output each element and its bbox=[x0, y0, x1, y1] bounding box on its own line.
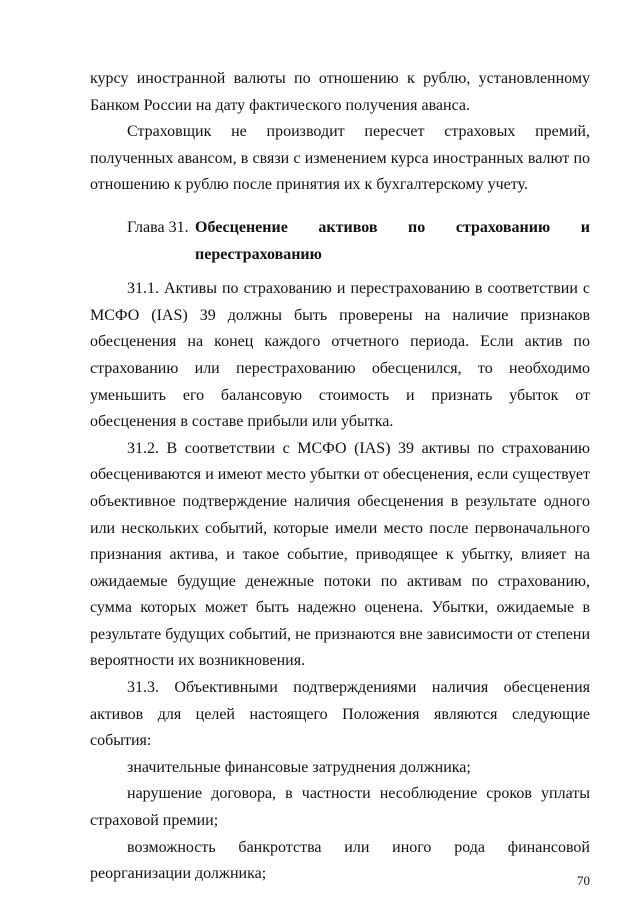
chapter-label: Глава 31. bbox=[127, 218, 189, 236]
list-item: возможность банкротства или иного рода финансовой реорганизации должника; bbox=[90, 838, 590, 883]
paragraph-continuation: курсу иностранной валюты по отношению к рублю, установленному Банком России на дату фактического получения аванса. bbox=[90, 70, 590, 114]
list-item: нарушение договора, в частности несоблюдение сроков уплаты страховой премии; bbox=[90, 785, 590, 830]
section-31-3: 31.3. Объективными подтверждениями наличия обесценения активов для целей настоящего Положения являются следующие события: bbox=[90, 679, 590, 750]
chapter-title-line-2: перестрахованию bbox=[195, 245, 322, 263]
section-31-1: 31.1. Активы по страхованию и перестрахованию в соответствии с МСФО (IAS) 39 должны быть проверены на наличие признаков обесценения на конец каждого отчетного периода. Если актив по страхованию или перестрахованию обесценился, то необходимо уменьшить его балансовую стоимость и признать убыток от обесценения в составе прибыли или убытка. bbox=[90, 280, 590, 431]
page-number: 70 bbox=[577, 873, 590, 888]
page-body bbox=[90, 66, 590, 888]
chapter-heading bbox=[90, 215, 590, 268]
section-31-2: 31.2. В соответствии с МСФО (IAS) 39 активы по страхованию обесцениваются и имеют место убытки от обесценения, если существует объективное подтверждение наличия обесценения в результате одного или нескольких событий, которые имели место после первоначального признания актива, и такое событие, приводящее к убытку, влияет на ожидаемые будущие денежные потоки по активам по страхованию, сумма которых может быть надежно оценена. Убытки, ожидаемые в результате будущих событий, не признаются вне зависимости от степени вероятности их возникновения. bbox=[90, 439, 590, 670]
list-item: значительные финансовые затруднения должника; bbox=[127, 758, 471, 776]
chapter-title bbox=[195, 215, 590, 268]
chapter-title-line-1: Обесценение активов по страхованию и bbox=[195, 218, 590, 236]
paragraph-premium-recalc: Страховщик не производит пересчет страховых премий, полученных авансом, в связи с изменением курса иностранных валют по отношению к рублю после принятия их к бухгалтерскому учету. bbox=[90, 123, 590, 194]
